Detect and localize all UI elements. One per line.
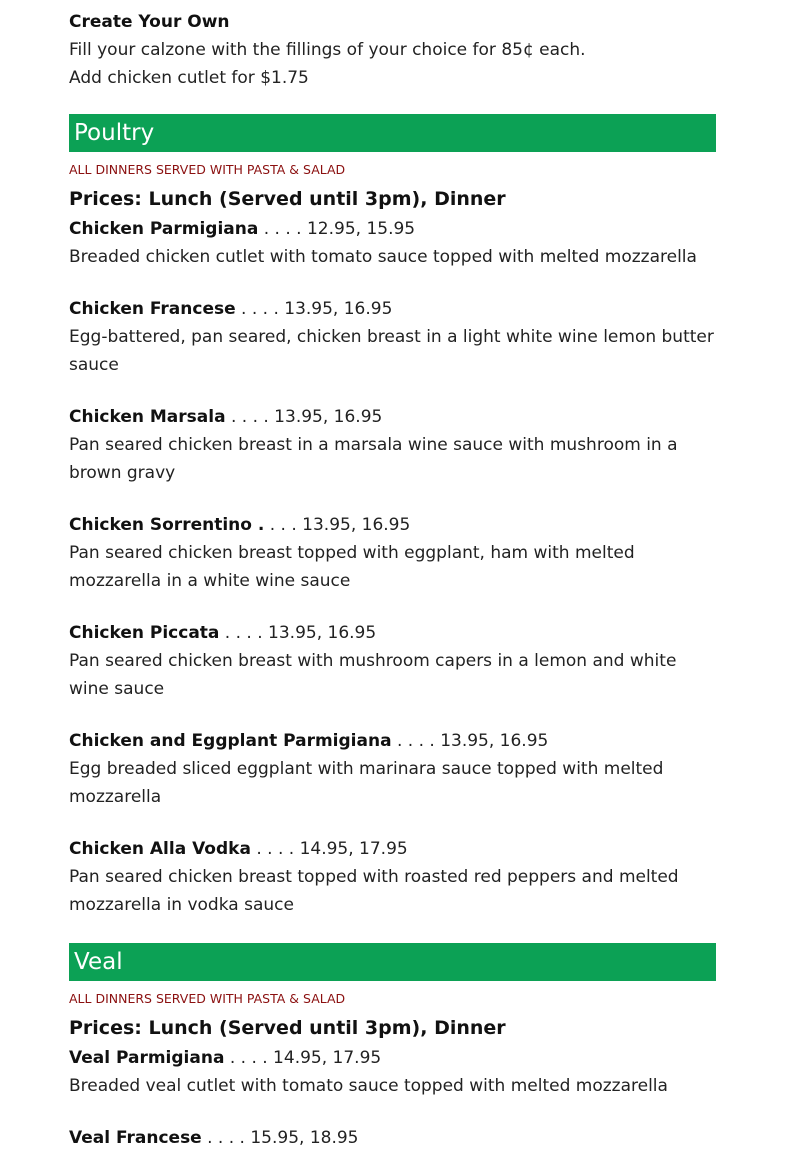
menu-item-price: . . . 13.95, 16.95	[264, 515, 411, 535]
menu-item	[69, 1044, 716, 1100]
chicken-cutlet-addon-text: Add chicken cutlet for $1.75	[69, 68, 309, 88]
menu-item-description: Egg breaded sliced eggplant with marinara sauce topped with melted mozzarella	[69, 759, 664, 807]
menu-item-price: . . . . 14.95, 17.95	[250, 839, 408, 859]
menu-item-name: Chicken Alla Vodka	[69, 839, 251, 859]
menu-item-price: . . . . 14.95, 17.95	[224, 1048, 382, 1068]
calzone-fillings-text: Fill your calzone with the fillings of your choice for 85¢ each.	[69, 40, 586, 60]
veal-header: Veal	[69, 943, 716, 981]
menu-item-price: . . . . 15.95, 18.95	[201, 1128, 359, 1148]
menu-item-price: . . . . 13.95, 16.95	[225, 407, 383, 427]
poultry-section	[69, 114, 716, 919]
poultry-prices-heading: Prices: Lunch (Served until 3pm), Dinner	[69, 188, 506, 210]
menu-item-description: Pan seared chicken breast topped with roasted red peppers and melted mozzarella in vodka sauce	[69, 867, 679, 915]
menu-item-description: Egg-battered, pan seared, chicken breast in a light white wine lemon butter sauce	[69, 327, 714, 375]
menu-item-description: Pan seared chicken breast with mushroom capers in a lemon and white wine sauce	[69, 651, 677, 699]
menu-content	[69, 8, 716, 1176]
menu-item	[69, 1124, 716, 1152]
menu-item-name: Chicken Francese	[69, 299, 236, 319]
menu-item-description: Pan seared chicken breast in a marsala wine sauce with mushroom in a brown gravy	[69, 435, 678, 483]
menu-item-name: Veal Parmigiana	[69, 1048, 225, 1068]
menu-item	[69, 619, 716, 703]
menu-item-name: Chicken Piccata	[69, 623, 220, 643]
menu-item-description: Pan seared chicken breast topped with eggplant, ham with melted mozzarella in a white wine sauce	[69, 543, 635, 591]
create-your-own-title: Create Your Own	[69, 12, 230, 32]
menu-item-price: . . . . 12.95, 15.95	[258, 219, 416, 239]
menu-item-name: Chicken Marsala	[69, 407, 226, 427]
poultry-notice: ALL DINNERS SERVED WITH PASTA & SALAD	[69, 162, 346, 177]
menu-item-price: . . . . 13.95, 16.95	[391, 731, 549, 751]
menu-item	[69, 295, 716, 379]
menu-item	[69, 835, 716, 919]
menu-item-description: Breaded veal cutlet with tomato sauce topped with melted mozzarella	[69, 1076, 668, 1096]
menu-item	[69, 727, 716, 811]
veal-notice: ALL DINNERS SERVED WITH PASTA & SALAD	[69, 991, 346, 1006]
veal-section	[69, 943, 716, 1152]
menu-item	[69, 403, 716, 487]
poultry-header: Poultry	[69, 114, 716, 152]
menu-item	[69, 215, 716, 271]
menu-item-price: . . . . 13.95, 16.95	[235, 299, 393, 319]
menu-item-price: . . . . 13.95, 16.95	[219, 623, 377, 643]
menu-item-description: Breaded chicken cutlet with tomato sauce topped with melted mozzarella	[69, 247, 697, 267]
menu-item-name: Chicken Parmigiana	[69, 219, 259, 239]
menu-item-name: Chicken Sorrentino .	[69, 515, 265, 535]
menu-item-name: Veal Francese	[69, 1128, 202, 1148]
veal-prices-heading: Prices: Lunch (Served until 3pm), Dinner	[69, 1017, 506, 1039]
menu-item-name: Chicken and Eggplant Parmigiana	[69, 731, 392, 751]
menu-item	[69, 511, 716, 595]
create-your-own-block	[69, 8, 716, 92]
